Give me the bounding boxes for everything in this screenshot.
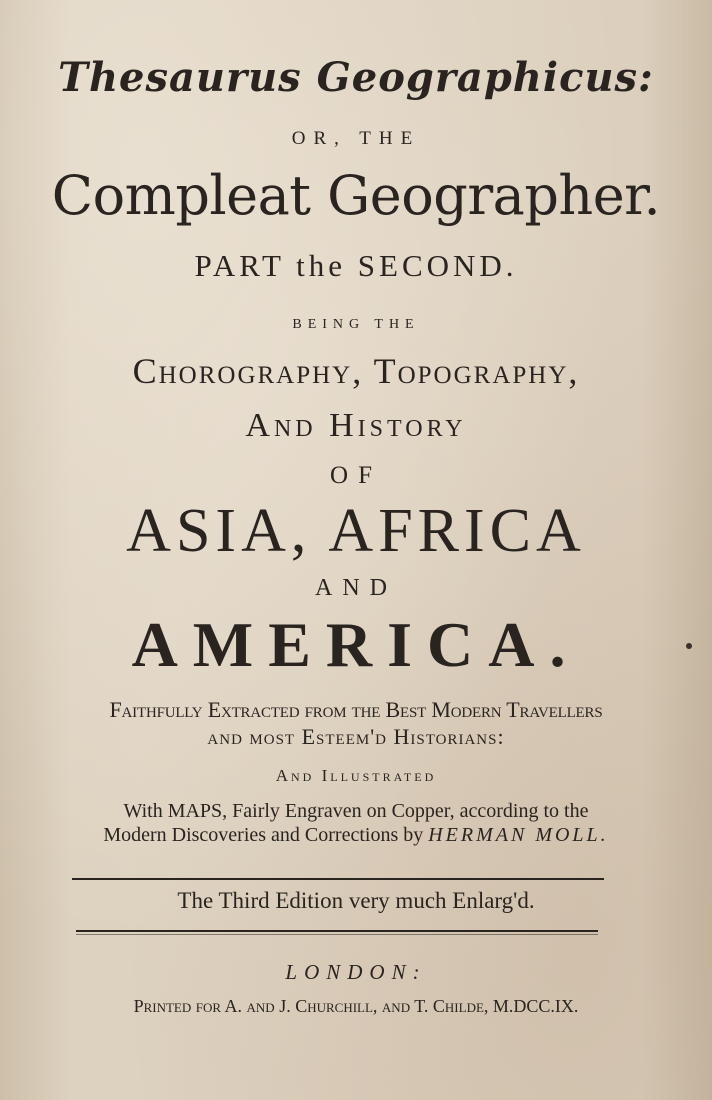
asia-africa-line: ASIA, AFRICA xyxy=(126,497,586,565)
edition-line: The Third Edition very much Enlarg'd. xyxy=(177,888,535,913)
lower-rule-shadow xyxy=(76,934,598,935)
discoveries-text: Modern Discoveries and Corrections by xyxy=(103,824,424,846)
faithfully-line: Faithfully Extracted from the Best Modern Travellers xyxy=(109,697,603,722)
and-history-line: And History xyxy=(245,407,467,444)
part-the-second: PART the SECOND. xyxy=(194,248,518,283)
of-line: OF xyxy=(330,462,382,489)
london-line: LONDON: xyxy=(285,960,427,984)
illustrated-line: And Illustrated xyxy=(275,766,437,785)
and-line: AND xyxy=(315,575,397,601)
america-line: AMERICA. xyxy=(131,609,581,680)
latin-title: Thesaurus Geographicus: xyxy=(58,54,654,101)
chorography-line: Chorography, Topography, xyxy=(132,351,580,391)
lower-rule xyxy=(76,930,598,932)
printer-line: Printed for A. and J. Churchill, and T. Childe, M.DCC.IX. xyxy=(133,996,579,1016)
or-the-line: OR, THE xyxy=(291,128,421,149)
upper-rule xyxy=(72,878,604,880)
main-title: Compleat Geographer. xyxy=(51,164,661,227)
historians-line: and most Esteem'd Historians: xyxy=(207,724,505,749)
ink-spot xyxy=(686,643,692,649)
author-name: HERMAN MOLL. xyxy=(428,824,609,846)
maps-line: With MAPS, Fairly Engraven on Copper, according to the xyxy=(123,800,589,822)
being-the-line: BEING THE xyxy=(292,317,420,332)
discoveries-line xyxy=(0,824,712,847)
